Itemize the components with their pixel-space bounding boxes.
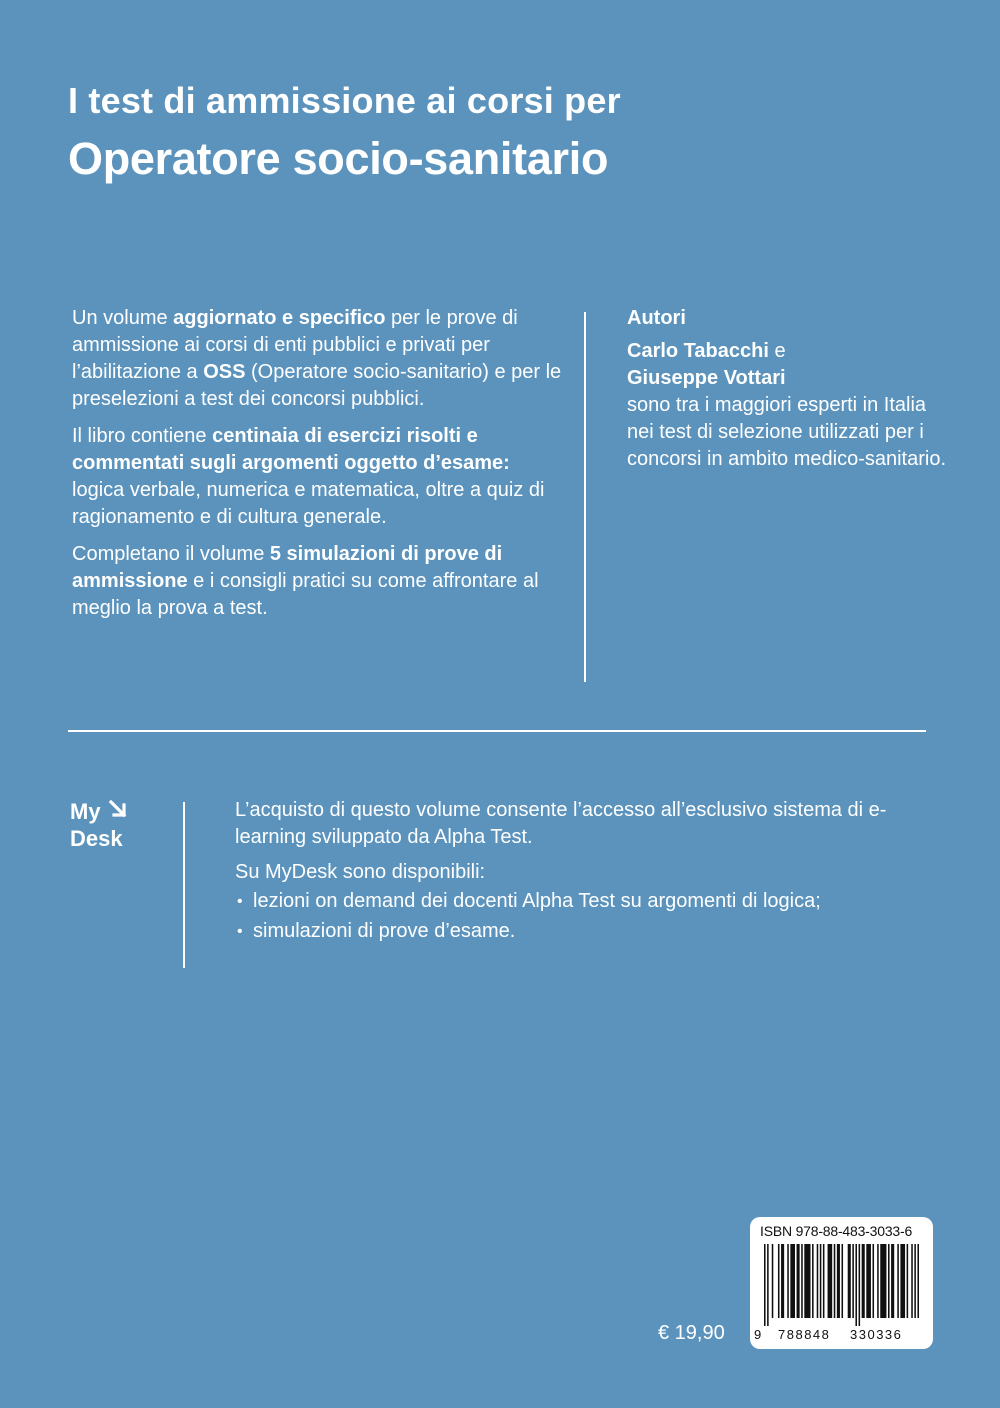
- barcode-digits-right: 330336: [850, 1327, 903, 1342]
- mydesk-bullets: [235, 888, 895, 945]
- description-paragraph-1: Un volume aggiornato e specifico per le prove di ammissione ai corsi di enti pubblici e privati per l’abilitazione a OSS (Operatore socio-sanitario) e per le preselezioni a test dei concorsi pubblici.: [72, 307, 562, 410]
- author-conj: e: [768, 340, 786, 362]
- authors-divider: [584, 312, 586, 682]
- barcode-box: [750, 1217, 933, 1349]
- barcode-digit-first: 9: [754, 1327, 763, 1342]
- section-divider: [68, 730, 926, 732]
- mydesk-intro: L’acquisto di questo volume consente l’accesso all’esclusivo sistema di e-learning sviluppato da Alpha Test.: [235, 799, 887, 848]
- book-title: Operatore socio-sanitario: [68, 133, 609, 184]
- authors-names: [627, 338, 947, 392]
- book-subtitle: I test di ammissione ai corsi per: [68, 80, 621, 121]
- description-paragraph-3: Completano il volume 5 simulazioni di prove di ammissione e i consigli pratici su come affrontare al meglio la prova a test.: [72, 543, 539, 619]
- isbn-label: ISBN 978-88-483-3033-6: [760, 1223, 913, 1239]
- authors-section: [627, 305, 947, 473]
- barcode-digits-left: 788848: [778, 1327, 831, 1342]
- bullet-icon: •: [237, 923, 243, 940]
- author-1: Carlo Tabacchi: [627, 340, 769, 362]
- authors-bio: sono tra i maggiori esperti in Italia nei test di selezione utilizzati per i concorsi in ambito medico-sanitario.: [627, 394, 947, 470]
- bullet-icon: •: [237, 893, 243, 910]
- authors-heading: Autori: [627, 307, 686, 329]
- mydesk-info: [235, 797, 895, 948]
- description-paragraph-2: Il libro contiene centinaia di esercizi risolti e commentati sugli argomenti oggetto d’esame: logica verbale, numerica e matematica, oltre a quiz di ragionamento e di cultura generale.: [72, 425, 545, 528]
- mydesk-divider: [183, 802, 185, 968]
- book-description: [72, 305, 562, 632]
- list-item: • lezioni on demand dei docenti Alpha Test su argomenti di logica;: [235, 888, 895, 915]
- mydesk-available: Su MyDesk sono disponibili:: [235, 861, 486, 883]
- barcode: [762, 1244, 922, 1326]
- list-item: • simulazioni di prove d’esame.: [235, 918, 895, 945]
- mydesk-logo-my: My: [70, 799, 101, 824]
- mydesk-logo: [70, 798, 129, 852]
- author-2: Giuseppe Vottari: [627, 367, 786, 389]
- mydesk-logo-desk: Desk: [70, 826, 123, 851]
- price: € 19,90: [658, 1322, 725, 1344]
- arrow-down-right-icon: [101, 798, 129, 826]
